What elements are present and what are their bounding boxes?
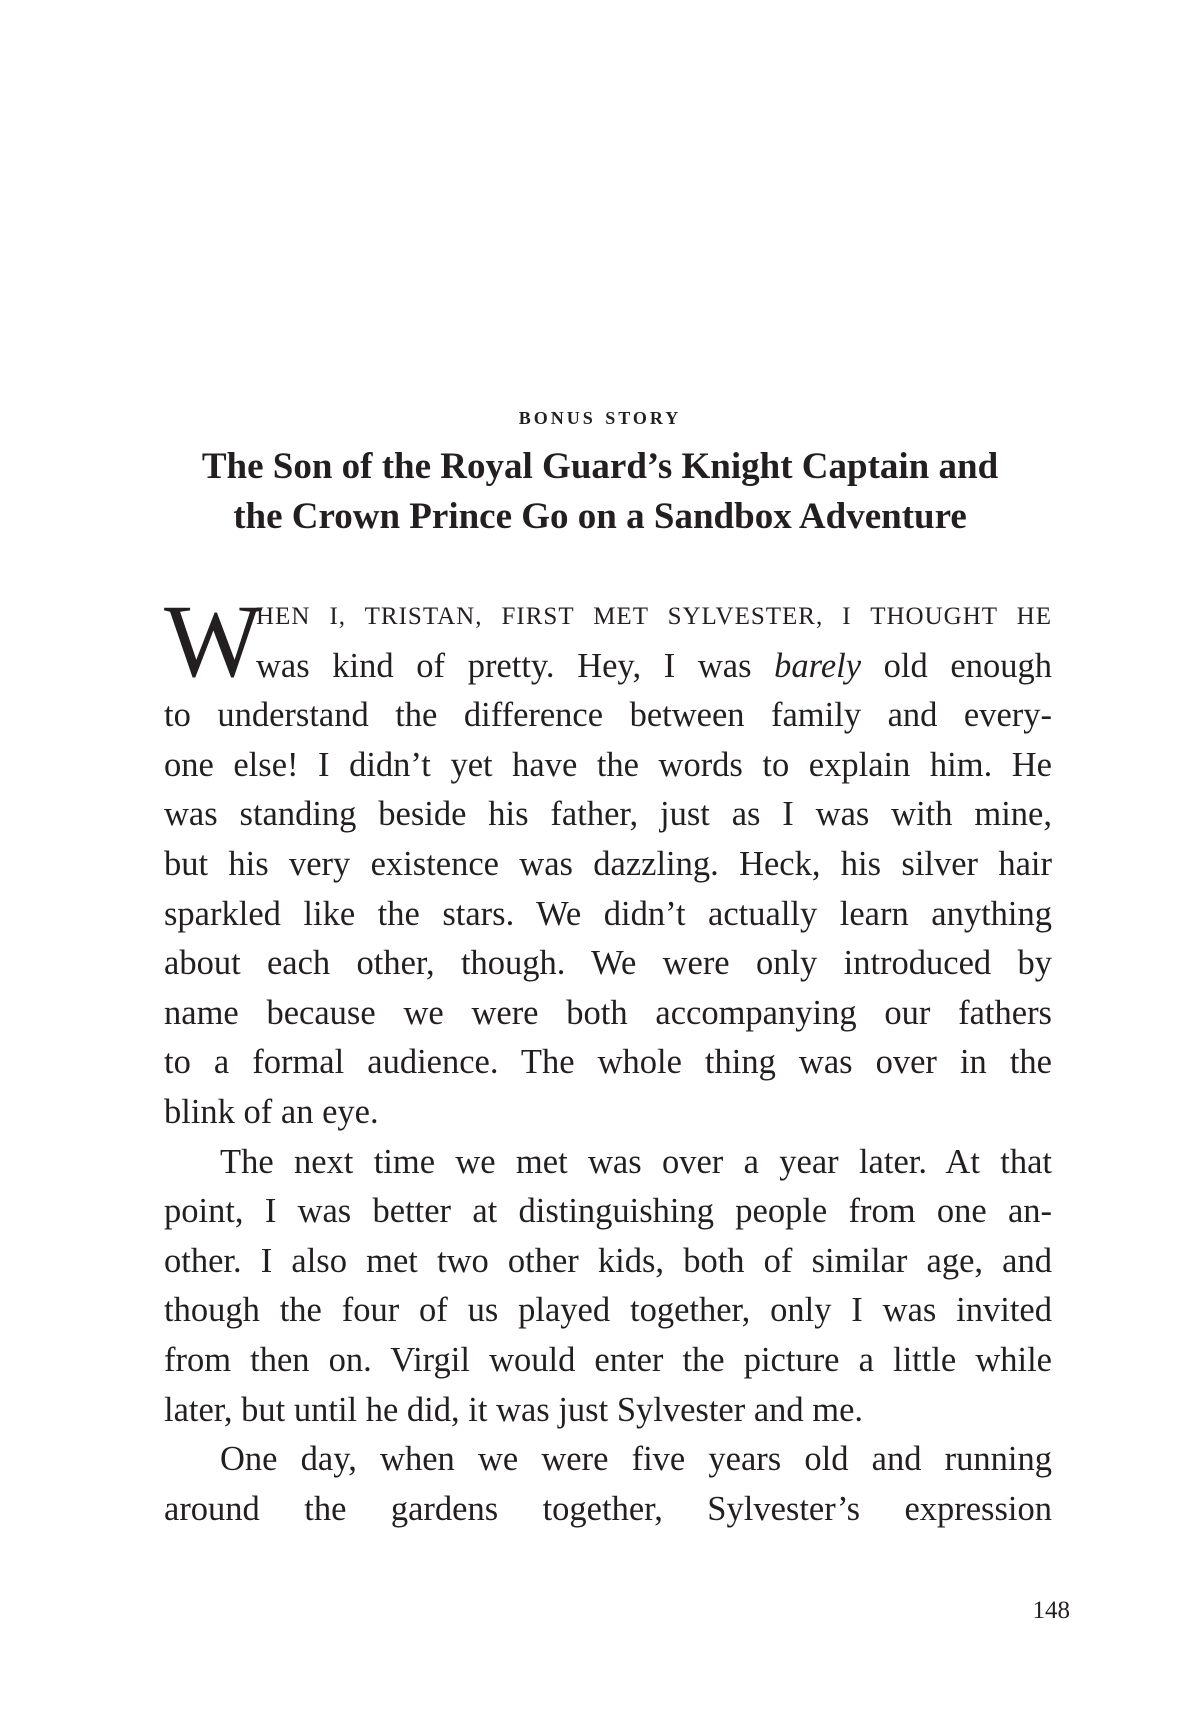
- drop-cap: W: [164, 584, 263, 699]
- body-line-2: [164, 642, 1052, 692]
- story-title: [100, 442, 1100, 542]
- body-line: later, but until he did, it was just Sylvester and me.: [164, 1390, 864, 1429]
- title-line-2: the Crown Prince Go on a Sandbox Adventure: [233, 496, 967, 537]
- body-line: name because we were both accompanying our fathers: [164, 993, 1052, 1032]
- body-line: The next time we met was over a year later. At that: [220, 1142, 1052, 1181]
- body-line: to understand the difference between family and every-: [164, 696, 1052, 735]
- body-line: but his very existence was dazzling. Heck, his silver hair: [164, 844, 1052, 883]
- page-number: 148: [1032, 1597, 1070, 1624]
- title-line-1: The Son of the Royal Guard’s Knight Captain and: [201, 446, 999, 487]
- body-line: sparkled like the stars. We didn’t actually learn anything: [164, 894, 1052, 933]
- emphasis-barely: barely: [774, 646, 862, 685]
- body-line-2-start: was kind of pretty. Hey, I was: [256, 646, 775, 685]
- body-line: around the gardens together, Sylvester’s expression: [164, 1489, 1052, 1528]
- body-line-1: HEN I, TRISTAN, FIRST MET SYLVESTER, I THOUGHT HE: [256, 603, 1052, 630]
- section-kicker: bonus story: [518, 401, 682, 430]
- body-line: one else! I didn’t yet have the words to explain him. He: [164, 745, 1052, 784]
- body-line: One day, when we were five years old and running: [220, 1440, 1052, 1479]
- body-line: about each other, though. We were only introduced by: [164, 944, 1052, 983]
- body-line-2-end: old enough: [861, 646, 1052, 685]
- body-line: from then on. Virgil would enter the picture a little while: [164, 1340, 1052, 1379]
- body-line: to a formal audience. The whole thing was over in the: [164, 1043, 1052, 1082]
- story-body: [164, 584, 1052, 1534]
- body-line: blink of an eye.: [164, 1092, 379, 1131]
- body-line: point, I was better at distinguishing people from one an-: [164, 1192, 1052, 1231]
- body-line: other. I also met two other kids, both of similar age, and: [164, 1241, 1052, 1280]
- body-line: was standing beside his father, just as I was with mine,: [164, 795, 1052, 834]
- body-line: though the four of us played together, only I was invited: [164, 1291, 1052, 1330]
